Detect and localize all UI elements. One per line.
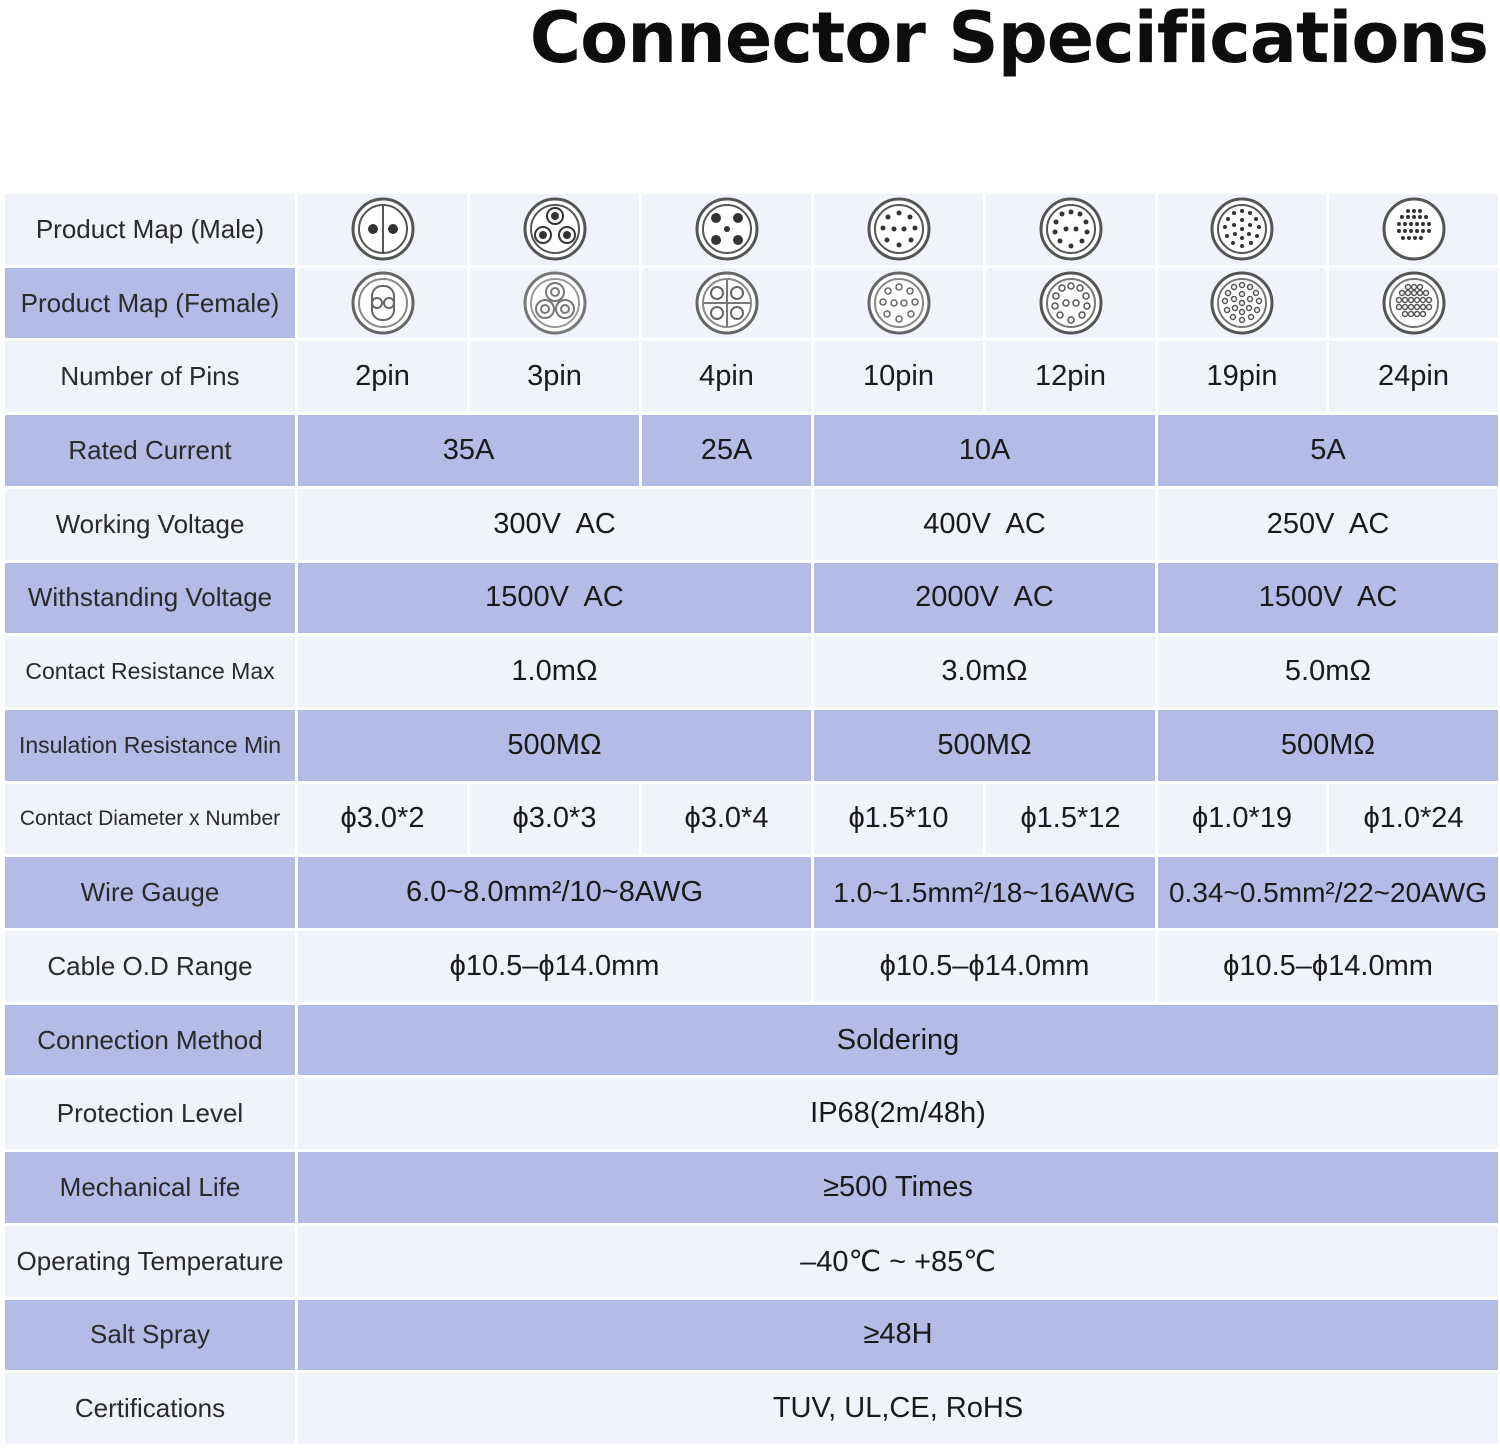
male-19pin-icon <box>1157 193 1328 267</box>
row-label: Mechanical Life <box>4 1151 297 1225</box>
value-cell: 300V AC <box>297 487 813 561</box>
value-cell: 3.0mΩ <box>813 635 1157 709</box>
value-cell: ≥48H <box>297 1298 1500 1372</box>
value-cell: ϕ10.5–ϕ14.0mm <box>1157 930 1500 1004</box>
row-label: Contact Resistance Max <box>4 635 297 709</box>
pin-count-cell: 24pin <box>1328 340 1500 414</box>
row-label: Contact Diameter x Number <box>4 782 297 856</box>
row-salt-spray <box>4 1298 1500 1372</box>
value-cell: 500MΩ <box>1157 708 1500 782</box>
value-cell: IP68(2m/48h) <box>297 1077 1500 1151</box>
row-label: Connection Method <box>4 1003 297 1077</box>
female-2pin-icon <box>297 266 469 340</box>
row-female-map <box>4 266 1500 340</box>
pin-count-cell: 19pin <box>1157 340 1328 414</box>
male-2pin-icon <box>297 193 469 267</box>
value-cell: 10A <box>813 414 1157 488</box>
row-label: Rated Current <box>4 414 297 488</box>
value-cell: 6.0~8.0mm²/10~8AWG <box>297 856 813 930</box>
row-number-of-pins <box>4 340 1500 414</box>
male-12pin-icon <box>985 193 1157 267</box>
value-cell: 5.0mΩ <box>1157 635 1500 709</box>
male-4pin-icon <box>641 193 813 267</box>
male-24pin-icon <box>1328 193 1500 267</box>
female-4pin-icon <box>641 266 813 340</box>
row-protection-level <box>4 1077 1500 1151</box>
row-insulation-resistance <box>4 708 1500 782</box>
male-3pin-icon <box>469 193 641 267</box>
value-cell: 1.0mΩ <box>297 635 813 709</box>
value-cell: 2000V AC <box>813 561 1157 635</box>
female-19pin-icon <box>1157 266 1328 340</box>
value-cell: ϕ3.0*3 <box>469 782 641 856</box>
value-cell: ϕ1.5*10 <box>813 782 985 856</box>
row-label: Product Map (Male) <box>4 193 297 267</box>
row-connection-method <box>4 1003 1500 1077</box>
male-10pin-icon <box>813 193 985 267</box>
value-cell: 35A <box>297 414 641 488</box>
row-label: Number of Pins <box>4 340 297 414</box>
value-cell: ϕ3.0*4 <box>641 782 813 856</box>
pin-count-cell: 10pin <box>813 340 985 414</box>
female-10pin-icon <box>813 266 985 340</box>
female-24pin-icon <box>1328 266 1500 340</box>
female-12pin-icon <box>985 266 1157 340</box>
row-wire-gauge <box>4 856 1500 930</box>
pin-count-cell: 4pin <box>641 340 813 414</box>
row-contact-resistance <box>4 635 1500 709</box>
value-cell: ϕ10.5–ϕ14.0mm <box>813 930 1157 1004</box>
value-cell: ϕ3.0*2 <box>297 782 469 856</box>
pin-count-cell: 12pin <box>985 340 1157 414</box>
spec-table <box>2 191 1500 1447</box>
value-cell: Soldering <box>297 1003 1500 1077</box>
row-rated-current <box>4 414 1500 488</box>
value-cell: 5A <box>1157 414 1500 488</box>
pin-count-cell: 3pin <box>469 340 641 414</box>
row-mechanical-life <box>4 1151 1500 1225</box>
row-male-map <box>4 193 1500 267</box>
row-withstanding-voltage <box>4 561 1500 635</box>
value-cell: ϕ1.0*19 <box>1157 782 1328 856</box>
row-cable-od <box>4 930 1500 1004</box>
page-title: Connector Specifications <box>529 0 1488 79</box>
value-cell: 1500V AC <box>1157 561 1500 635</box>
row-operating-temperature <box>4 1224 1500 1298</box>
value-cell: ϕ1.0*24 <box>1328 782 1500 856</box>
row-label: Protection Level <box>4 1077 297 1151</box>
value-cell: 250V AC <box>1157 487 1500 561</box>
value-cell: TUV, UL,CE, RoHS <box>297 1372 1500 1446</box>
row-label: Operating Temperature <box>4 1224 297 1298</box>
value-cell: 1.0~1.5mm²/18~16AWG <box>813 856 1157 930</box>
value-cell: 400V AC <box>813 487 1157 561</box>
row-working-voltage <box>4 487 1500 561</box>
row-contact-diameter <box>4 782 1500 856</box>
female-3pin-icon <box>469 266 641 340</box>
row-label: Withstanding Voltage <box>4 561 297 635</box>
value-cell: ≥500 Times <box>297 1151 1500 1225</box>
row-label: Product Map (Female) <box>4 266 297 340</box>
row-label: Certifications <box>4 1372 297 1446</box>
row-label: Wire Gauge <box>4 856 297 930</box>
value-cell: 500MΩ <box>813 708 1157 782</box>
value-cell: 1500V AC <box>297 561 813 635</box>
row-label: Insulation Resistance Min <box>4 708 297 782</box>
value-cell: ϕ1.5*12 <box>985 782 1157 856</box>
value-cell: ϕ10.5–ϕ14.0mm <box>297 930 813 1004</box>
pin-count-cell: 2pin <box>297 340 469 414</box>
value-cell: 500MΩ <box>297 708 813 782</box>
value-cell: –40℃ ~ +85℃ <box>297 1224 1500 1298</box>
row-certifications <box>4 1372 1500 1446</box>
row-label: Working Voltage <box>4 487 297 561</box>
row-label: Cable O.D Range <box>4 930 297 1004</box>
value-cell: 25A <box>641 414 813 488</box>
row-label: Salt Spray <box>4 1298 297 1372</box>
value-cell: 0.34~0.5mm²/22~20AWG <box>1157 856 1500 930</box>
